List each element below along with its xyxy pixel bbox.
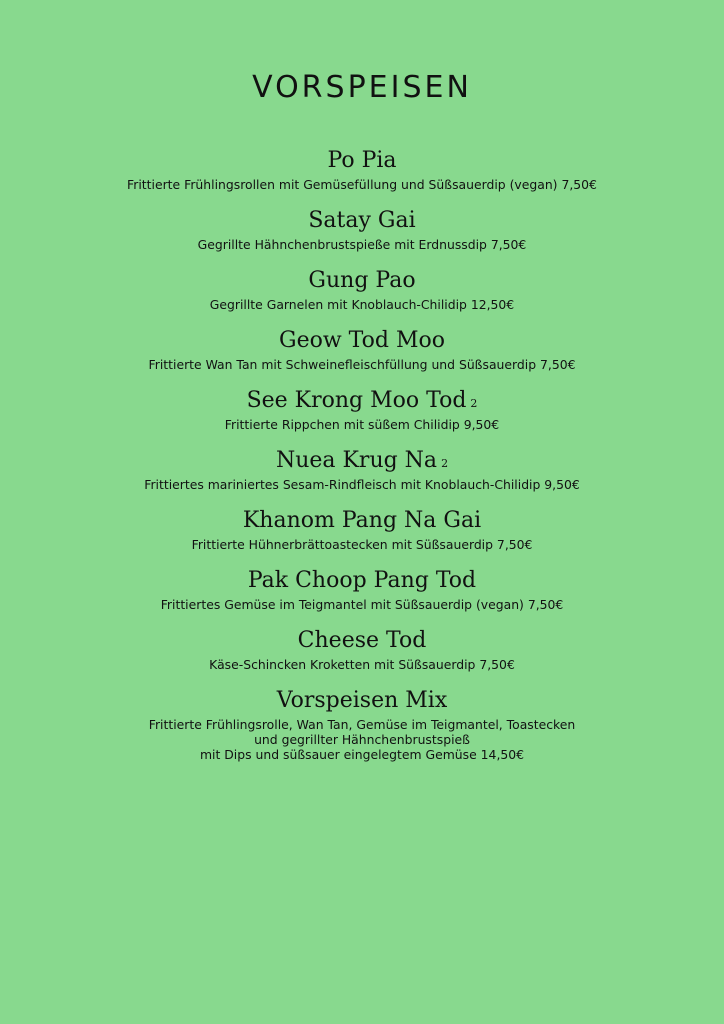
item-description-line: Frittierte Frühlingsrolle, Wan Tan, Gemüse im Teigmantel, Toastecken [148, 717, 576, 732]
item-name: See Krong Moo Tod 2 [246, 388, 478, 413]
item-name: Cheese Tod [297, 628, 427, 653]
menu-item [40, 385, 684, 445]
item-name: Po Pia [327, 148, 397, 173]
item-description: Frittiertes Gemüse im Teigmantel mit Süßsauerdip (vegan) 7,50€ [160, 597, 564, 612]
item-description: Gegrillte Hähnchenbrustspieße mit Erdnussdip 7,50€ [197, 237, 527, 252]
item-description: Gegrillte Garnelen mit Knoblauch-Chilidip 12,50€ [209, 297, 515, 312]
item-description-line: mit Dips und süßsauer eingelegtem Gemüse 14,50€ [199, 747, 525, 762]
menu-item [40, 685, 684, 762]
item-name: Gung Pao [308, 268, 416, 293]
item-name: Geow Tod Moo [279, 328, 445, 353]
item-name: Khanom Pang Na Gai [242, 508, 482, 533]
item-description: Käse-Schincken Kroketten mit Süßsauerdip 7,50€ [209, 657, 515, 672]
menu-item [40, 625, 684, 685]
menu-item [40, 565, 684, 625]
item-description-line: und gegrillter Hähnchenbrustspieß [254, 732, 470, 747]
item-description: Frittierte Wan Tan mit Schweinefleischfüllung und Süßsauerdip 7,50€ [148, 357, 576, 372]
item-description: Frittierte Hühnerbrättoastecken mit Süßsauerdip 7,50€ [191, 537, 533, 552]
item-name: Satay Gai [308, 208, 416, 233]
menu-item [40, 205, 684, 265]
menu-items [40, 145, 684, 762]
item-description: Frittierte Rippchen mit süßem Chilidip 9,50€ [224, 417, 500, 432]
menu-item [40, 325, 684, 385]
item-description: Frittierte Frühlingsrollen mit Gemüsefüllung und Süßsauerdip (vegan) 7,50€ [127, 177, 597, 192]
item-footnote: 2 [441, 457, 449, 470]
item-name: Vorspeisen Mix [276, 688, 448, 713]
item-name: Nuea Krug Na 2 [275, 448, 449, 473]
menu-item [40, 265, 684, 325]
item-name: Pak Choop Pang Tod [247, 568, 477, 593]
item-footnote: 2 [470, 397, 478, 410]
item-description: Frittiertes mariniertes Sesam-Rindfleisch mit Knoblauch-Chilidip 9,50€ [144, 477, 580, 492]
menu-item [40, 505, 684, 565]
section-title: VORSPEISEN [252, 70, 472, 105]
menu-item [40, 445, 684, 505]
menu-item [40, 145, 684, 205]
